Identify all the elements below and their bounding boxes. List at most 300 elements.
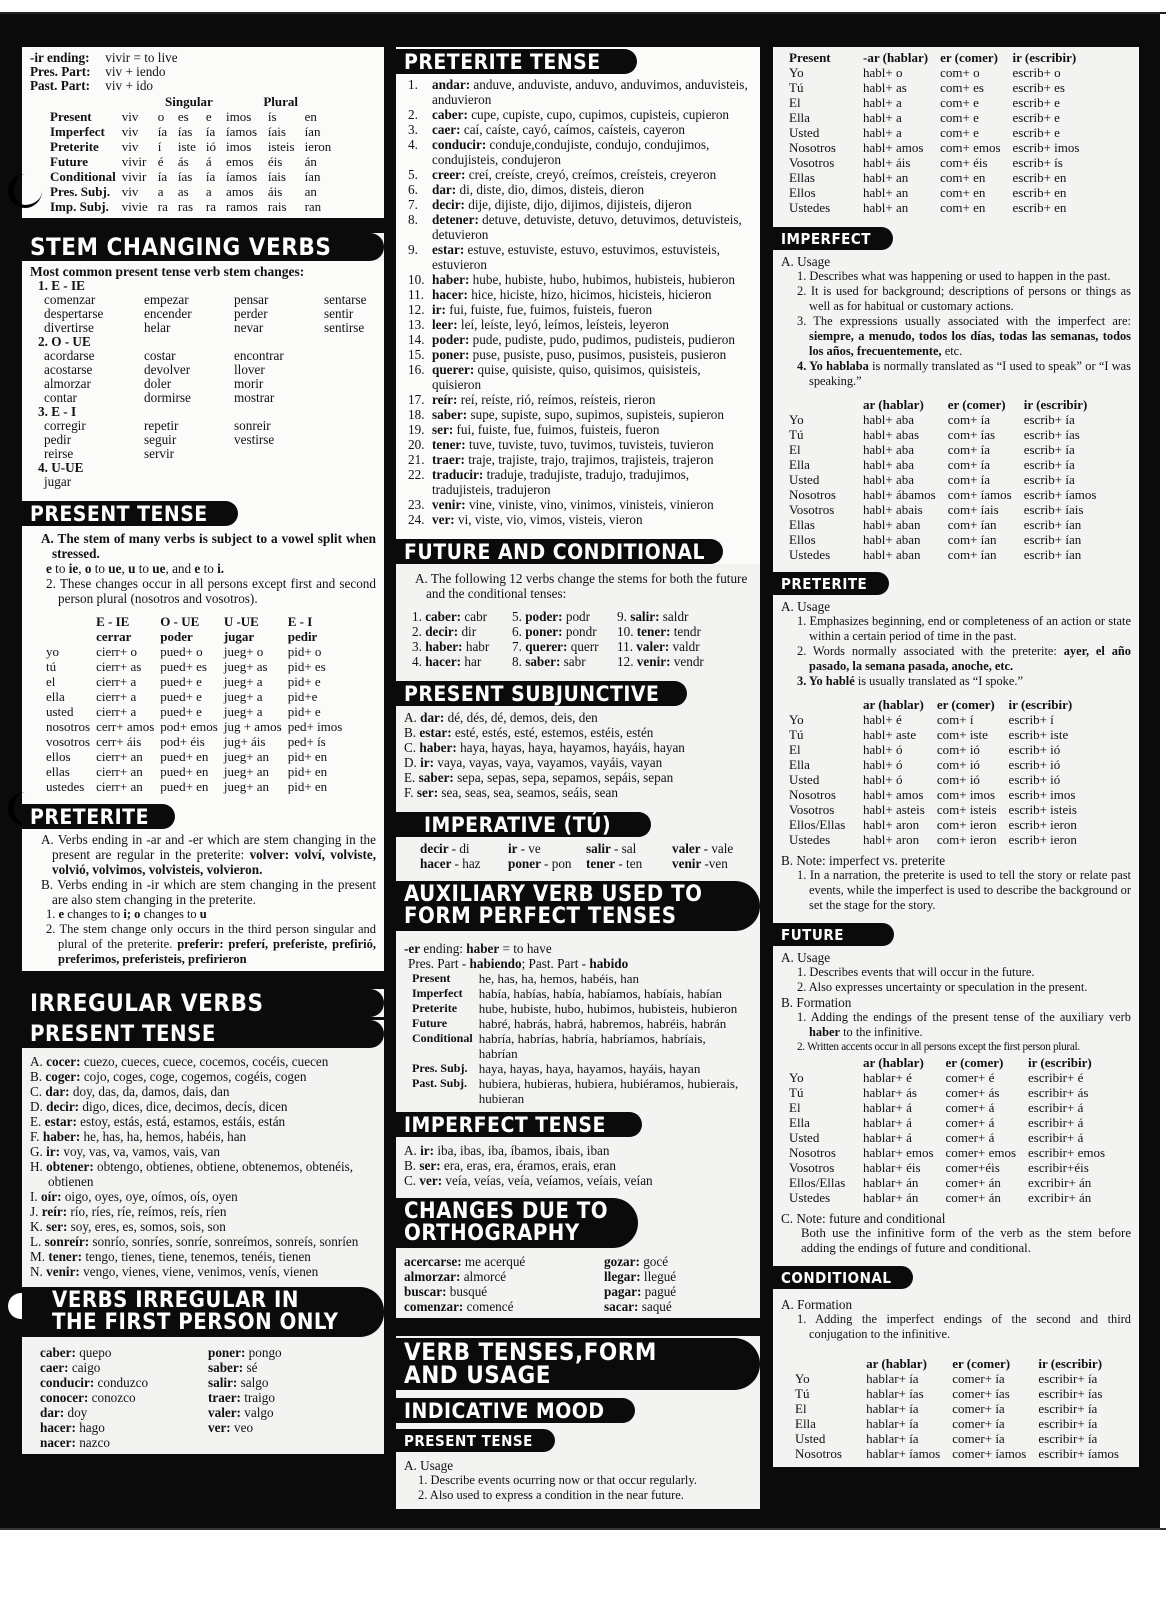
column-header — [46, 614, 96, 629]
list-item — [404, 1173, 752, 1188]
vivir-row — [50, 124, 341, 139]
stem-verb: doler — [144, 376, 172, 391]
vivir-line — [30, 79, 376, 93]
plural-ending: íais — [267, 124, 286, 139]
item-verb: caer: — [40, 1360, 72, 1375]
table-cell: com+ ían — [947, 517, 997, 532]
stem-verb: llover — [234, 362, 265, 377]
table-row — [789, 547, 1108, 562]
table-cell: pued+ e — [160, 704, 202, 719]
stem-verb: sonreir — [234, 418, 271, 433]
table-cell: comer+éis — [945, 1160, 1000, 1175]
list-item — [404, 1158, 752, 1173]
item-verb: haber: — [432, 272, 473, 287]
irregular-verbs-header — [22, 989, 384, 1017]
table-cell: pued+ o — [160, 644, 203, 659]
table-cell: pid+ e — [287, 674, 321, 689]
item-verb: venir: — [46, 1264, 84, 1279]
item-form: - ve — [520, 841, 541, 856]
table-cell: com+ en — [940, 200, 986, 215]
list-item — [408, 272, 752, 287]
column-header: O - UE — [160, 614, 200, 629]
table-cell: hablar+ án — [863, 1190, 919, 1205]
table-cell: escrib+ ió — [1008, 742, 1061, 757]
table-row — [789, 65, 1091, 80]
item-letter: E. — [30, 1114, 45, 1129]
list-item — [408, 407, 752, 422]
list-item — [30, 1234, 376, 1249]
column-header: er (comer) — [936, 697, 995, 712]
column-header: ir (escribir) — [1028, 1055, 1092, 1070]
imperative-item — [586, 841, 672, 856]
table-cell: pid+ es — [287, 659, 326, 674]
imperfect-item-4: 4. Yo hablaba is normally translated as “I used to speak” or “I was speaking.” — [797, 359, 1131, 388]
stem-item — [617, 624, 727, 639]
item-verb: ver: — [208, 1420, 234, 1435]
table-cell: escribir+ á — [1028, 1100, 1084, 1115]
note-text: Both use the infinitive form of the verb as the stem before adding the endings of future and conditional. — [801, 1226, 1131, 1255]
item-verb: saber: — [418, 770, 458, 785]
table-row — [789, 772, 1089, 787]
item-stem: vendr — [673, 654, 704, 669]
item-verb: hacer: — [425, 654, 465, 669]
header-row — [789, 697, 1089, 712]
item-verb: venir: — [432, 497, 469, 512]
table-cell: Tú — [789, 427, 804, 442]
list-item — [30, 1189, 376, 1204]
item-verb: poder: — [432, 332, 473, 347]
preterite-irregular-panel — [396, 74, 760, 531]
column-header: U -UE — [223, 614, 259, 629]
indicative-present-header-wrap — [396, 1423, 760, 1452]
plural-ending: íamos — [226, 169, 258, 184]
item-forms: cuezo, cueces, cuece, cocemos, cocéis, cuecen — [83, 1054, 329, 1069]
stem: viv — [121, 184, 139, 199]
stem-verb — [234, 447, 324, 461]
item-verb: caber: — [40, 1345, 80, 1360]
table-cell: Tú — [795, 1386, 810, 1401]
plural-ending: ían — [304, 169, 321, 184]
list-item — [404, 785, 752, 800]
orthography-panel — [396, 1248, 760, 1318]
list-item — [408, 317, 752, 332]
table-cell: habl+ aban — [863, 547, 921, 562]
table-cell: Ellos/Ellas — [789, 817, 846, 832]
item-form: - vale — [703, 841, 734, 856]
table-cell: Vosotros — [789, 502, 835, 517]
table-cell: cierr+ an — [96, 749, 143, 764]
table-cell: habl+ aban — [863, 532, 921, 547]
column-subheader: pedir — [287, 629, 318, 644]
list-item — [408, 197, 752, 212]
section-subtitle: INDICATIVE MOOD — [396, 1398, 635, 1423]
item-verb: buscar: — [404, 1284, 450, 1299]
item-form: quepo — [79, 1345, 112, 1360]
imperative-item — [420, 841, 508, 856]
table-cell: com+ e — [940, 95, 979, 110]
table-cell: hablar+ án — [863, 1175, 919, 1190]
item-number: 7. — [408, 197, 418, 212]
list-item — [40, 1405, 208, 1420]
table-row — [412, 971, 752, 986]
item-letter: A. — [404, 710, 421, 725]
section-subtitle: PRESENT TENSE — [396, 1429, 555, 1452]
column-header: ar (hablar) — [863, 697, 924, 712]
item-number: 9. — [408, 242, 418, 257]
item-verb: haber: — [419, 740, 461, 755]
list-item — [408, 452, 752, 467]
table-cell: comer+ ía — [952, 1431, 1005, 1446]
page-bottom-margin — [0, 1528, 1166, 1600]
item-form: almorcé — [463, 1269, 507, 1284]
vivir-row — [50, 109, 341, 124]
item-forms: sepa, sepas, sepa, sepamos, sepáis, sepan — [457, 770, 674, 785]
item-verb: ir: — [46, 1144, 64, 1159]
imperfect-tense-header-wrap — [396, 1110, 760, 1137]
table-cell: hablar+ á — [863, 1100, 912, 1115]
item-verb: creer: — [432, 167, 469, 182]
table-cell: Ella — [789, 457, 810, 472]
header-row — [46, 614, 348, 629]
item-letter: E. — [404, 770, 419, 785]
table-cell: com+ ía — [947, 412, 991, 427]
item-letter: B. — [404, 1158, 420, 1173]
item-form: gocé — [643, 1254, 669, 1269]
singular-ending: ás — [177, 154, 189, 169]
item-stem: sabr — [563, 654, 586, 669]
preterite-table — [789, 697, 1089, 847]
preterite-header-wrap — [22, 798, 384, 829]
table-cell: comer+ emos — [945, 1145, 1017, 1160]
plural-ending: íais — [267, 169, 286, 184]
plural-ending: imos — [226, 139, 252, 154]
column-subheader: poder — [160, 629, 193, 644]
item-number: 10. — [617, 624, 637, 639]
plural-ending: emos — [226, 154, 254, 169]
table-row — [789, 427, 1108, 442]
table-cell: com+ ía — [947, 472, 991, 487]
table-cell: habl+ abas — [863, 427, 920, 442]
preterite-tense-header-wrap — [396, 47, 760, 74]
list-item — [40, 1375, 208, 1390]
stem-verb-row — [30, 391, 376, 405]
table-cell: habl+ asteis — [863, 802, 925, 817]
item-number: 6. — [512, 624, 526, 639]
formation-label: A. Formation — [781, 1297, 853, 1312]
item-verb: decir: — [432, 197, 469, 212]
stem-verb-row — [30, 307, 376, 321]
table-row — [46, 644, 348, 659]
vivir-row — [50, 184, 341, 199]
tense-forms: había, habías, había, habíamos, habíais, habían — [478, 986, 722, 1001]
stem-item — [512, 654, 617, 669]
item-letter: K. — [30, 1219, 47, 1234]
preterite-header-wrap — [773, 566, 1139, 595]
item-letter: M. — [30, 1249, 49, 1264]
table-cell: hablar+ ías — [866, 1386, 924, 1401]
list-item — [408, 302, 752, 317]
tense-label: Imperfect — [50, 124, 105, 139]
stem-verb: despertarse — [44, 306, 104, 321]
item-letter: C. — [30, 1084, 46, 1099]
imperative-item — [672, 841, 762, 856]
table-cell: com+ ieron — [936, 817, 997, 832]
item-forms: puse, pusiste, puso, pusimos, pusisteis, pusieron — [472, 347, 727, 362]
stem-verb — [324, 377, 404, 391]
table-cell: Usted — [789, 472, 820, 487]
list-item — [30, 1204, 376, 1219]
table-cell: pid+ en — [287, 779, 328, 794]
stem-item — [412, 624, 512, 639]
table-cell: Ellos — [789, 532, 816, 547]
item-stem: habr — [465, 639, 490, 654]
table-cell: jueg+ o — [223, 644, 264, 659]
stem-verb: nevar — [234, 320, 264, 335]
singular-ending: as — [177, 184, 189, 199]
item-forms: vaya, vayas, vaya, vayamos, vayáis, vayan — [437, 755, 663, 770]
table-row — [789, 457, 1108, 472]
table-cell: Usted — [789, 1130, 820, 1145]
table-cell: com+ imos — [936, 787, 996, 802]
tense-label: Future — [50, 154, 89, 169]
item-form: caigo — [71, 1360, 101, 1375]
irregular-present-panel — [22, 1048, 384, 1283]
item-forms: traje, trajiste, trajo, trajimos, trajisteis, trajeron — [468, 452, 714, 467]
table-cell: escrib+ e — [1012, 95, 1060, 110]
item-form: - haz — [454, 856, 481, 871]
table-cell: hablar+ á — [863, 1115, 912, 1130]
vivir-row — [50, 199, 341, 214]
imperfect-item-3: 3. The expressions usually associated with the imperfect are: siempre, a menudo, todos los días, todas las semanas, todos los años, frecuentemente, etc. — [797, 314, 1131, 358]
table-cell: cierr+ an — [96, 764, 143, 779]
table-cell: jug+ áis — [223, 734, 266, 749]
table-cell: escrib+ o — [1012, 65, 1061, 80]
item-forms: anduve, anduviste, anduvo, anduvimos, anduvisteis, anduvieron — [432, 77, 748, 107]
list-item — [208, 1390, 376, 1405]
preterite-b1: 1. e changes to i; o changes to u — [46, 907, 207, 921]
table-cell: Nosotros — [789, 140, 836, 155]
tense-label: Past. Subj. — [412, 1076, 468, 1090]
table-cell: escribir+ ía — [1038, 1401, 1098, 1416]
imperfect-tense-panel — [396, 1137, 760, 1192]
list-item — [40, 1345, 208, 1360]
item-verb: oír: — [41, 1189, 65, 1204]
column-left — [22, 47, 384, 1454]
table-cell: vosotros — [46, 734, 91, 749]
table-row — [789, 532, 1108, 547]
item-verb: querer: — [432, 362, 478, 377]
present-subjunctive-panel — [396, 706, 760, 804]
table-cell: escrib+ imos — [1012, 140, 1080, 155]
table-cell: Ella — [789, 1115, 810, 1130]
usage-label: A. Usage — [781, 599, 831, 614]
list-item — [408, 182, 752, 197]
section-title: VERB TENSES,FORM AND USAGE — [396, 1338, 760, 1390]
item-stem: pondr — [565, 624, 597, 639]
item-verb: tener: — [432, 437, 469, 452]
item-verb: poner — [508, 856, 545, 871]
table-row — [795, 1401, 1131, 1416]
stem-group-label: 2. O - UE — [38, 334, 91, 349]
item-form: doy — [67, 1405, 88, 1420]
table-cell: jueg+ a — [223, 704, 263, 719]
preterite-item-1: 1. Emphasizes beginning, end or completeness of an action or state within a certain period of time in the past. — [797, 614, 1131, 643]
list-item — [404, 1143, 752, 1158]
table-cell: com+ ían — [947, 532, 997, 547]
vivir-line — [30, 51, 376, 65]
item-verb: venir — [672, 856, 705, 871]
table-row — [789, 502, 1108, 517]
item-letter: B. — [30, 1069, 46, 1084]
imperative-item — [508, 856, 586, 871]
table-cell: escrib+ imos — [1008, 787, 1076, 802]
item-form: nazco — [79, 1435, 110, 1450]
table-cell: escrib+ ías — [1023, 427, 1080, 442]
table-cell: escribir+ ía — [1038, 1416, 1098, 1431]
table-cell: Nosotros — [789, 787, 836, 802]
vivir-row — [50, 154, 341, 169]
list-item — [604, 1284, 752, 1299]
table-cell: escrib+ ía — [1023, 457, 1075, 472]
vivir-line-label: Pres. Part: — [30, 64, 91, 79]
item-letter: D. — [404, 755, 421, 770]
item-verb: caer: — [432, 122, 464, 137]
item-verb: obtener: — [46, 1159, 98, 1174]
table-cell: El — [789, 742, 801, 757]
table-row — [789, 1100, 1117, 1115]
item-form: pongo — [248, 1345, 282, 1360]
header-row — [789, 50, 1091, 65]
item-forms: obtengo, obtienes, obtiene, obtenemos, obtenéis, obtienen — [48, 1159, 354, 1189]
item-forms: he, has, ha, hemos, habéis, han — [83, 1129, 247, 1144]
table-cell: tú — [46, 659, 57, 674]
list-item — [30, 1099, 376, 1114]
table-cell: Usted — [789, 772, 820, 787]
table-row — [789, 712, 1089, 727]
item-verb: venir: — [636, 654, 674, 669]
table-cell: habl+ a — [863, 95, 902, 110]
table-row — [412, 1076, 752, 1106]
table-cell: comer+ á — [945, 1100, 995, 1115]
item-number: 23. — [408, 497, 425, 512]
table-cell: jueg+ an — [223, 749, 270, 764]
stem-verb-row — [30, 447, 376, 461]
table-cell: comer+ ías — [952, 1386, 1010, 1401]
item-forms: detuve, detuviste, detuvo, detuvimos, detuvisteis, detuvieron — [432, 212, 742, 242]
table-cell: excribir+ án — [1028, 1190, 1092, 1205]
item-forms: soy, eres, es, somos, sois, son — [70, 1219, 226, 1234]
singular-ending: ra — [205, 199, 217, 214]
table-cell: El — [795, 1401, 807, 1416]
item-letter: A. — [404, 1143, 421, 1158]
table-cell: com+ íamos — [947, 487, 1012, 502]
table-cell: Ella — [795, 1416, 816, 1431]
table-cell: comer+ é — [945, 1070, 995, 1085]
list-item — [408, 242, 752, 272]
table-cell: com+ emos — [940, 140, 1001, 155]
table-cell: escribir+ emos — [1028, 1145, 1106, 1160]
header-row — [795, 1356, 1131, 1371]
stem-verb: empezar — [144, 292, 189, 307]
vivir-header: Singular — [165, 94, 213, 109]
item-number: 1. — [412, 609, 426, 624]
item-verb: dar: — [432, 182, 460, 197]
table-row — [789, 517, 1108, 532]
item-letter: I. — [30, 1189, 41, 1204]
item-verb: decir: — [425, 624, 462, 639]
conditional-header-wrap — [773, 1260, 1139, 1289]
table-cell: habl+ ábamos — [863, 487, 936, 502]
preterite-a: A. Verbs ending in -ar and -er which are stem changing in the present are regular in the preterite: volver: volví, volviste, volvió, volvimos, volvisteis, volvieron. — [41, 832, 377, 877]
list-item — [208, 1360, 376, 1375]
preterite-b: B. Verbs ending in -ir which are stem changing in the present are also stem changing in the preterite. — [41, 877, 376, 907]
stem-item — [412, 639, 512, 654]
table-cell: hablar+ é — [863, 1070, 912, 1085]
item-verb: reír: — [41, 1204, 71, 1219]
item-form: saqué — [641, 1299, 672, 1314]
table-cell: escrib+ e — [1012, 110, 1060, 125]
item-verb: sacar: — [604, 1299, 642, 1314]
stem-verb-row — [30, 433, 376, 447]
table-row — [789, 80, 1091, 95]
stem-changing-panel — [22, 261, 384, 493]
table-cell: comer+ án — [945, 1190, 1001, 1205]
table-cell: Yo — [789, 65, 804, 80]
stem-group-label: 4. U-UE — [38, 460, 84, 475]
item-number: 7. — [512, 639, 526, 654]
singular-ending: ió — [205, 139, 217, 154]
table-cell: cerr+ áis — [96, 734, 142, 749]
table-cell: el — [46, 674, 56, 689]
table-cell: habl+ an — [863, 170, 909, 185]
table-row — [789, 140, 1091, 155]
item-verb: coger: — [45, 1069, 84, 1084]
table-cell: Ustedes — [789, 832, 831, 847]
item-verb: valer: — [636, 639, 673, 654]
vivir-line-value: viv + iendo — [102, 64, 166, 79]
table-row — [789, 1160, 1117, 1175]
item-number: 12. — [617, 654, 637, 669]
table-cell: habl+ aba — [863, 412, 915, 427]
present-regular-panel — [773, 47, 1139, 219]
table-cell: escribir+ é — [1028, 1070, 1084, 1085]
table-cell: habl+ aba — [863, 442, 915, 457]
list-item — [30, 1249, 376, 1264]
stem-verb-row — [30, 363, 376, 377]
column-header: er (comer) — [940, 50, 998, 65]
stem-verb: servir — [144, 446, 175, 461]
vivir-table — [50, 94, 341, 214]
table-cell: Yo — [789, 712, 804, 727]
item-number: 9. — [617, 609, 631, 624]
item-stem: dir — [461, 624, 477, 639]
list-item — [208, 1420, 376, 1435]
stem-verb: acordarse — [44, 348, 95, 363]
table-cell: escrib+ ían — [1023, 517, 1082, 532]
item-letter: C. — [404, 1173, 420, 1188]
stem-verb: dormirse — [144, 390, 191, 405]
table-cell: com+ ía — [947, 442, 991, 457]
table-cell: usted — [46, 704, 74, 719]
stem-item — [512, 609, 617, 624]
imperative-item — [586, 856, 672, 871]
singular-ending: e — [205, 109, 212, 124]
item-forms: estoy, estás, está, estamos, estáis, están — [80, 1114, 286, 1129]
item-number: 18. — [408, 407, 425, 422]
column-header: E - IE — [96, 614, 130, 629]
item-number: 5. — [512, 609, 526, 624]
table-row — [795, 1386, 1131, 1401]
